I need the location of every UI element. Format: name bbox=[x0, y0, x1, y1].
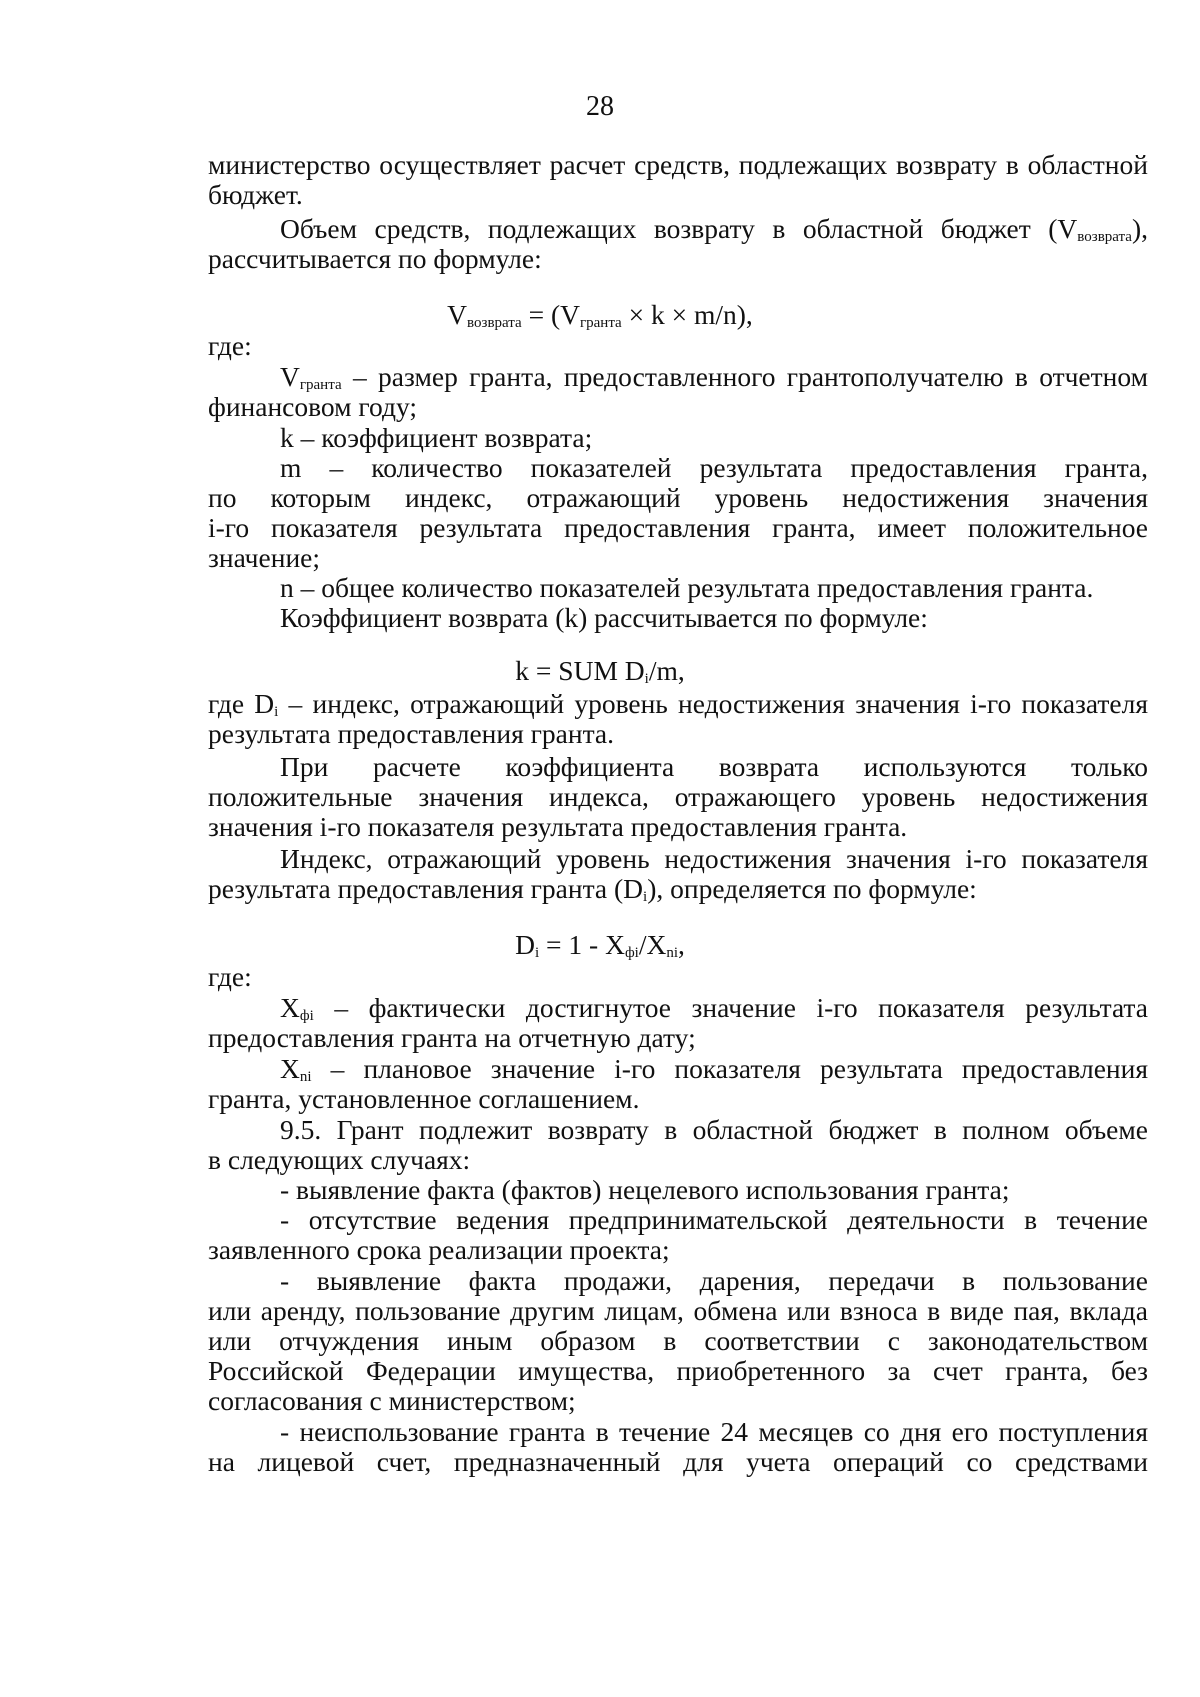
formula-d: $D_i = 1 - X_{фi}/X_{ni}$, bbox=[515, 929, 685, 961]
text-line: $X_{ni}$ – плановое значение i-го показателя результата предоставления bbox=[280, 1053, 1148, 1085]
list-item: - выявление факта (фактов) нецелевого использования гранта; bbox=[280, 1174, 1010, 1205]
list-item: - отсутствие ведения предпринимательской деятельности в течение bbox=[280, 1204, 1148, 1235]
text-line: министерство осуществляет расчет средств, подлежащих возврату в областной bbox=[208, 149, 1148, 180]
text-line: При расчете коэффициента возврата используются только bbox=[280, 751, 1148, 782]
text-line: Коэффициент возврата (k) рассчитывается по формуле: bbox=[280, 602, 928, 633]
formula-k: k = SUM $D_i/m$, bbox=[515, 655, 685, 687]
text-line: предоставления гранта на отчетную дату; bbox=[208, 1022, 696, 1053]
text-line: Индекс, отражающий уровень недостижения значения i-го показателя bbox=[280, 843, 1148, 874]
text-line: бюджет. bbox=[208, 179, 303, 210]
text-line: значение; bbox=[208, 542, 321, 573]
text-line: k – коэффициент возврата; bbox=[280, 422, 593, 453]
text-line: Объем средств, подлежащих возврату в областной бюджет $(V_{возврата})$, bbox=[280, 213, 1148, 245]
text-line: финансовом году; bbox=[208, 391, 418, 422]
text-line: гранта, установленное соглашением. bbox=[208, 1083, 640, 1114]
text-line: согласования с министерством; bbox=[208, 1385, 576, 1416]
text-line: рассчитывается по формуле: bbox=[208, 243, 542, 274]
text-line: по которым индекс, отражающий уровень недостижения значения bbox=[208, 482, 1148, 513]
text-line: или аренду, пользование другим лицам, обмена или взноса в виде пая, вклада bbox=[208, 1295, 1148, 1326]
text-line: $V_{гранта}$ – размер гранта, предоставленного грантополучателю в отчетном bbox=[280, 361, 1148, 393]
formula-v-return: $V_{возврата} = (V_{гранта} \times k \times m/n)$, bbox=[447, 299, 753, 331]
text-line: на лицевой счет, предназначенный для учета операций со средствами bbox=[208, 1446, 1148, 1477]
text-line: m – количество показателей результата предоставления гранта, bbox=[280, 452, 1148, 483]
list-item: - неиспользование гранта в течение 24 месяцев со дня его поступления bbox=[280, 1416, 1148, 1447]
text-line: значения i-го показателя результата предоставления гранта. bbox=[208, 811, 908, 842]
text-line: в следующих случаях: bbox=[208, 1144, 471, 1175]
text-line: заявленного срока реализации проекта; bbox=[208, 1234, 670, 1265]
text-line: $X_{фi}$ – фактически достигнутое значение i-го показателя результата bbox=[280, 992, 1148, 1024]
text-line: где $D_i$ – индекс, отражающий уровень недостижения значения i-го показателя bbox=[208, 688, 1148, 720]
text-line: где: bbox=[208, 330, 252, 361]
text-line: 9.5. Грант подлежит возврату в областной бюджет в полном объеме bbox=[280, 1114, 1148, 1145]
text-line: или отчуждения иным образом в соответствии с законодательством bbox=[208, 1325, 1148, 1356]
text-line: Российской Федерации имущества, приобретенного за счет гранта, без bbox=[208, 1355, 1148, 1386]
text-line: i-го показателя результата предоставления гранта, имеет положительное bbox=[208, 512, 1148, 543]
text-line: положительные значения индекса, отражающего уровень недостижения bbox=[208, 781, 1148, 812]
text-line: где: bbox=[208, 961, 252, 992]
text-line: результата предоставления гранта. bbox=[208, 718, 615, 749]
list-item: - выявление факта продажи, дарения, передачи в пользование bbox=[280, 1265, 1148, 1296]
text-line: n – общее количество показателей результата предоставления гранта. bbox=[280, 572, 1094, 603]
text-line: результата предоставления гранта $(D_i)$, определяется по формуле: bbox=[208, 873, 977, 905]
page-number: 28 bbox=[586, 91, 614, 122]
